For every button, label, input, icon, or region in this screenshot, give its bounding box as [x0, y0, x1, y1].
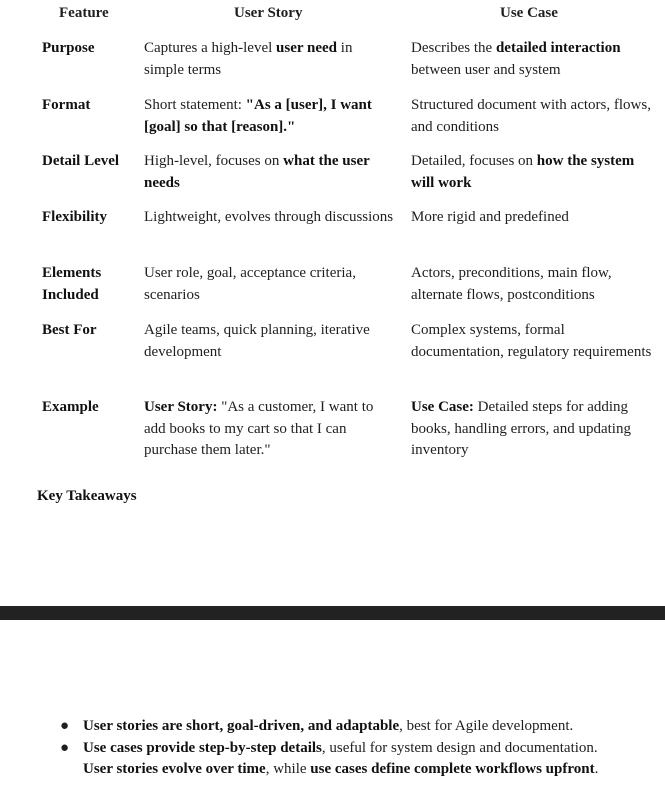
list-item-continuation: User stories evolve over time, while use cases define complete workflows upfront.: [83, 761, 599, 777]
row-label-purpose: Purpose: [42, 40, 95, 56]
cell-user-story-elements-included: User role, goal, acceptance criteria, scenarios: [144, 265, 356, 303]
key-takeaways-heading: Key Takeaways: [37, 488, 137, 504]
cell-user-story-best-for: Agile teams, quick planning, iterative development: [144, 322, 370, 360]
row-label-elements-included: Elements Included: [42, 265, 102, 303]
list-item: ● Use cases provide step-by-step details, useful for system design and documentation.: [60, 738, 660, 760]
takeaways-list: [60, 716, 660, 781]
row-label-detail-level: Detail Level: [42, 153, 120, 169]
row-label-best-for: Best For: [42, 322, 97, 338]
bullet-icon: ●: [60, 739, 70, 756]
cell-user-story-flexibility: Lightweight, evolves through discussions: [144, 209, 394, 225]
page-divider-band: [0, 606, 665, 620]
cell-use-case-best-for: Complex systems, formal documentation, regulatory requirements: [411, 322, 652, 360]
cell-use-case-format: Structured document with actors, flows, and conditions: [411, 97, 651, 135]
row-label-example: Example: [42, 399, 99, 415]
cell-user-story-detail-level: High-level, focuses on what the user needs: [144, 153, 370, 191]
row-label-flexibility: Flexibility: [42, 209, 107, 225]
cell-user-story-format: Short statement: "As a [user], I want [goal] so that [reason].": [144, 97, 372, 135]
cell-user-story-purpose: Captures a high-level user need in simple terms: [144, 40, 353, 78]
cell-use-case-detail-level: Detailed, focuses on how the system will work: [411, 153, 635, 191]
cell-use-case-purpose: Describes the detailed interaction between user and system: [411, 40, 621, 78]
row-label-format: Format: [42, 97, 91, 113]
bullet-icon: ●: [60, 718, 70, 734]
cell-user-story-example: User Story: "As a customer, I want to add books to my cart so that I can purchase them later.": [144, 399, 374, 458]
cell-use-case-flexibility: More rigid and predefined: [411, 209, 569, 225]
header-use-case: Use Case: [500, 5, 558, 21]
list-item: ● User stories are short, goal-driven, and adaptable, best for Agile development.: [60, 716, 660, 738]
cell-use-case-elements-included: Actors, preconditions, main flow, alternate flows, postconditions: [411, 265, 612, 303]
cell-use-case-example: Use Case: Detailed steps for adding books, handling errors, and updating inventory: [411, 399, 631, 458]
header-user-story: User Story: [234, 5, 303, 21]
header-feature: Feature: [59, 5, 109, 21]
